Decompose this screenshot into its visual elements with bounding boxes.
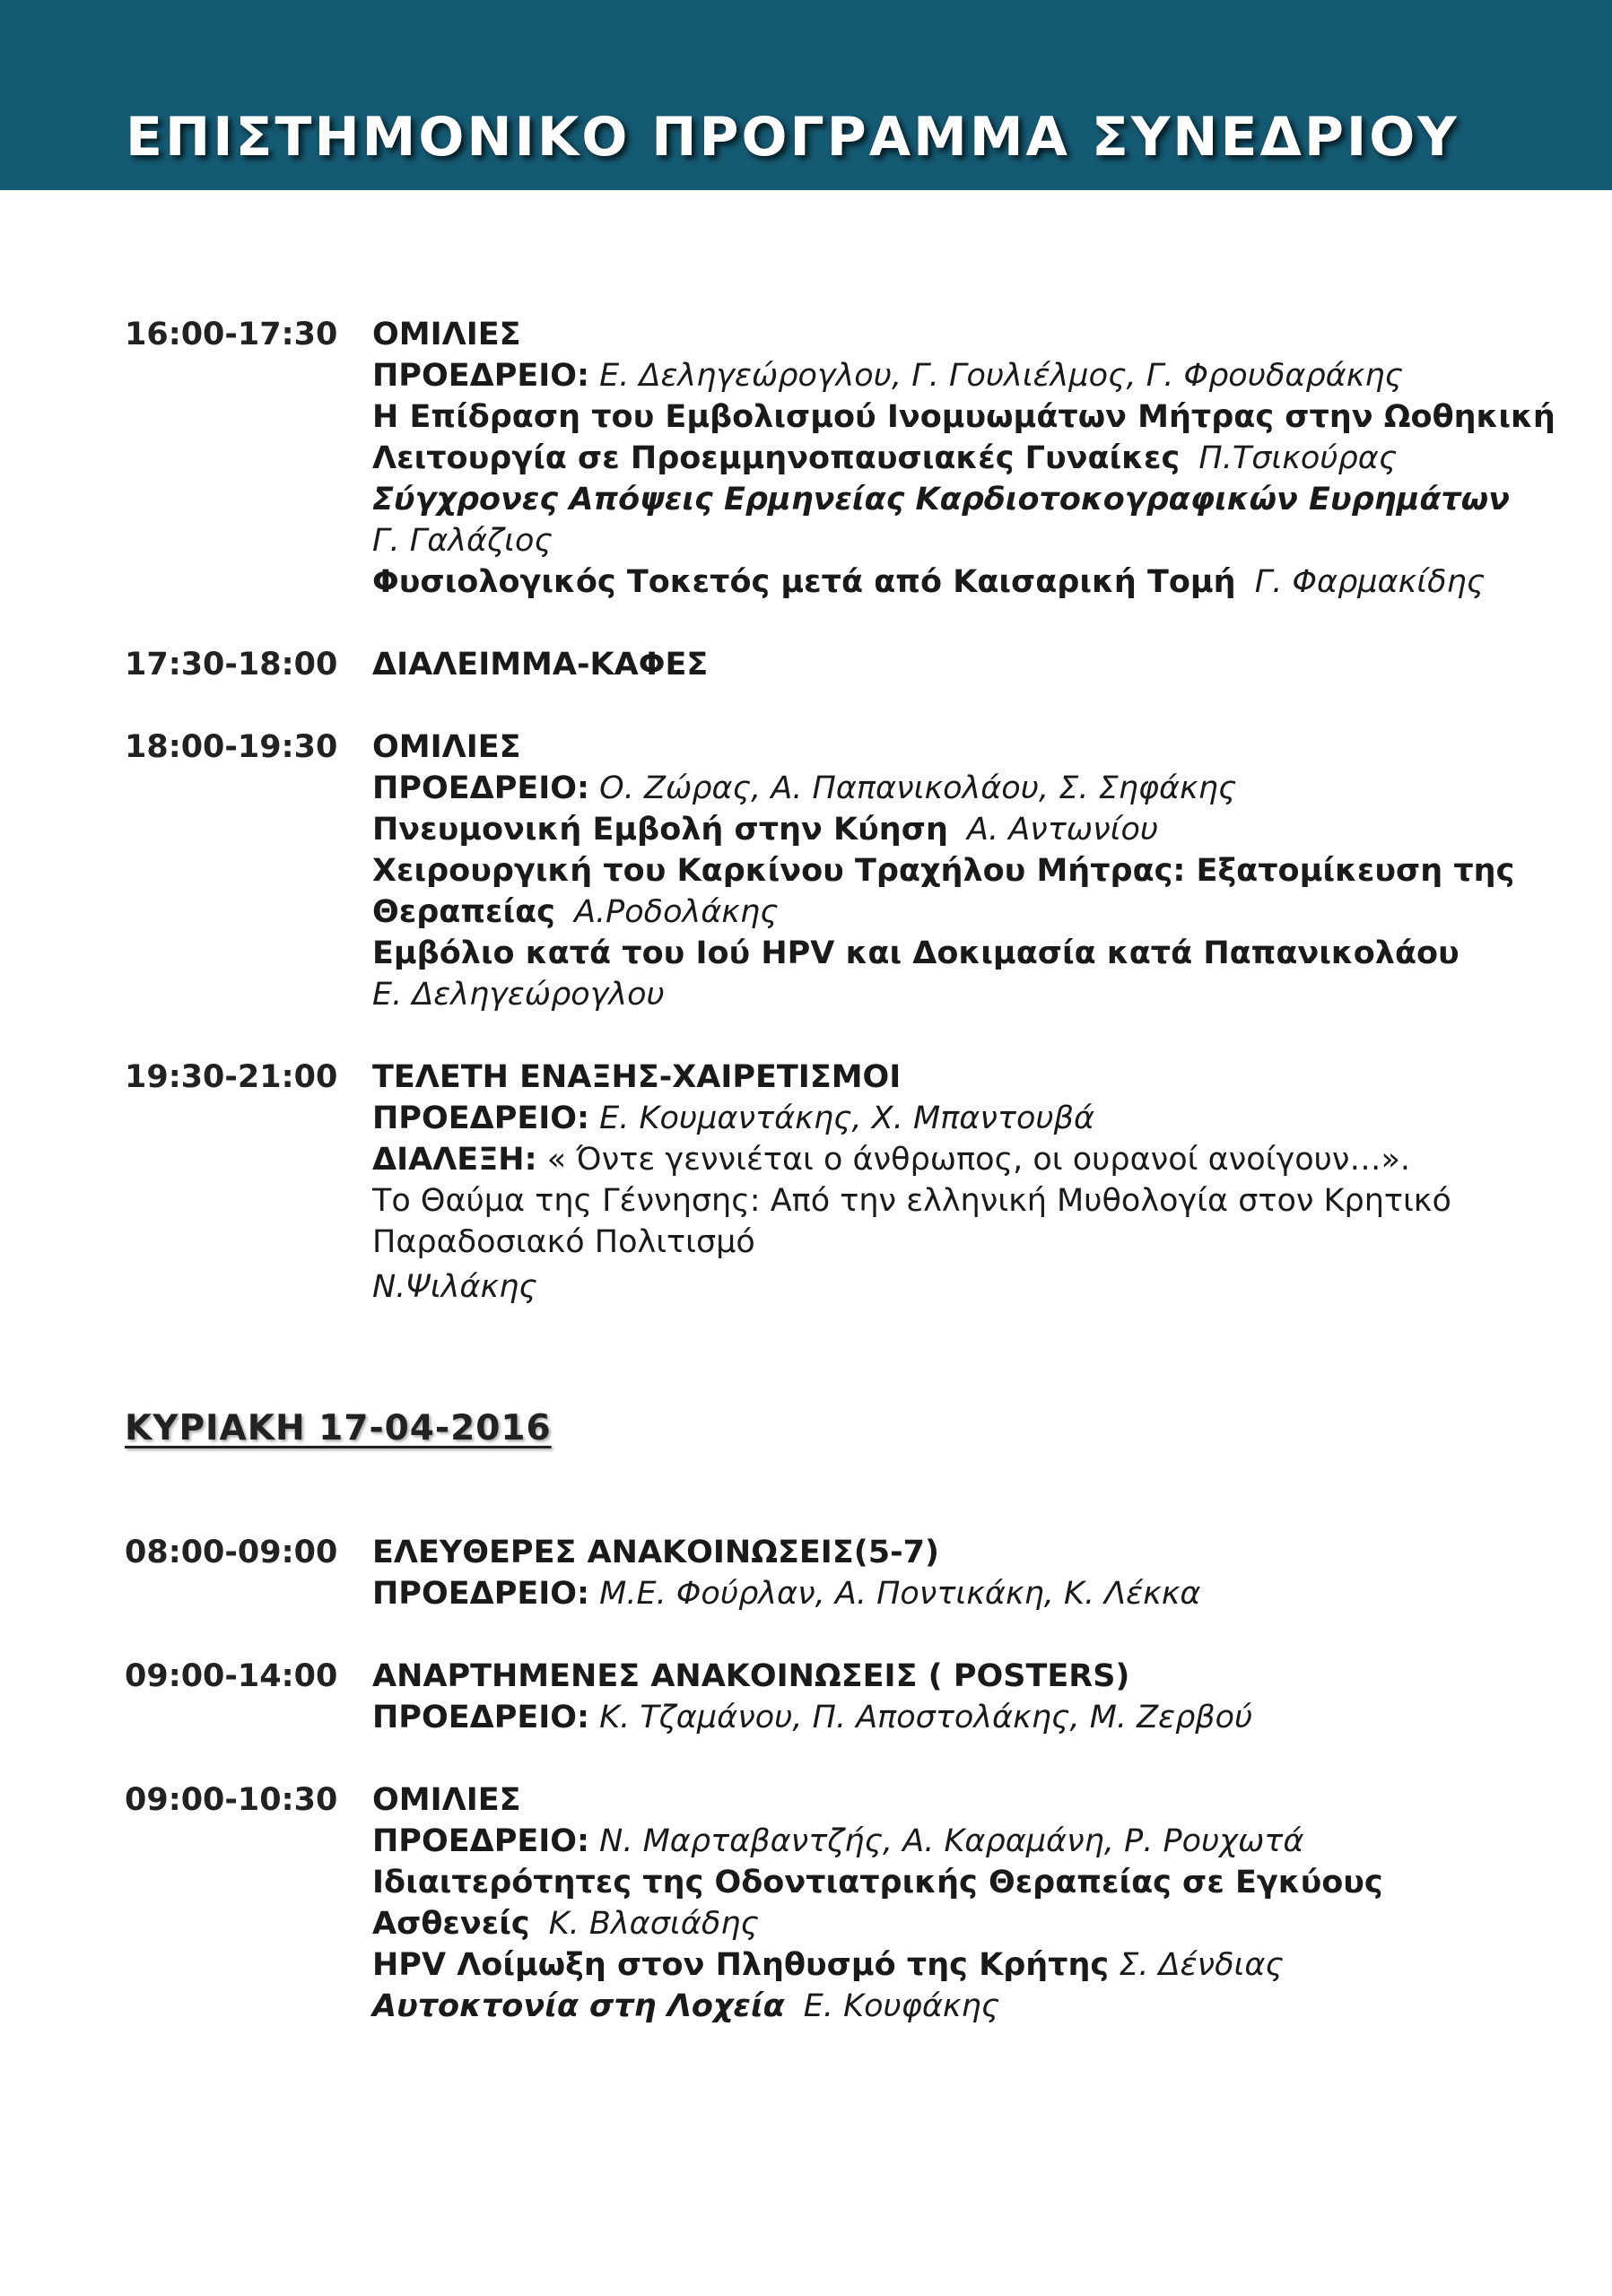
talk-line (372, 1986, 1506, 2027)
talk-title: Σύγχρονες Απόψεις Ερμηνείας Καρδιοτοκογραφικών Ευρημάτων (372, 482, 1510, 517)
talk-title: HPV Λοίμωξη στον Πληθυσμό της Κρήτης (372, 1947, 1110, 1983)
chairs-names: Ε. Δεληγεώρογλου, Γ. Γουλιέλμος, Γ. Φρουδαράκης (599, 358, 1404, 394)
chairs-line (372, 1098, 1506, 1139)
chairs-names: Ε. Κουμαντάκης, Χ. Μπαντουβά (599, 1100, 1095, 1136)
talk-title: Χειρουργική του Καρκίνου Τραχήλου Μήτρας: Εξατομίκευση της (372, 853, 1515, 889)
session-body (372, 726, 1515, 1015)
talk-line (372, 1944, 1506, 1986)
session-title: ΤΕΛΕΤΗ ΕΝΑΞΗΣ-ΧΑΙΡΕΤΙΣΜΟΙ (372, 1059, 902, 1095)
talk-title: Ασθενείς (372, 1906, 530, 1942)
talk-title: Θεραπείας (372, 894, 555, 930)
speaker-name: Π.Τσικούρας (1198, 440, 1398, 476)
session-time: 09:00-14:00 (125, 1658, 338, 1694)
chairs-line (372, 355, 1506, 396)
chairs-label: ΠΡΟΕΔΡΕΙΟ: (372, 1700, 590, 1735)
chairs-line (372, 1821, 1506, 1862)
talk-line (372, 809, 1506, 850)
speaker-name: Ε. Κουφάκης (803, 1988, 1000, 2024)
session-title: ΕΛΕΥΘΕΡΕΣ ΑΝΑΚΟΙΝΩΣΕΙΣ(5-7) (372, 1535, 939, 1570)
chairs-names: Κ. Τζαμάνου, Π. Αποστολάκης, Μ. Ζερβού (599, 1700, 1253, 1735)
speaker-name: Σ. Δένδιας (1119, 1947, 1284, 1983)
chairs-label: ΠΡΟΕΔΡΕΙΟ: (372, 1100, 590, 1136)
session-time: 08:00-09:00 (125, 1535, 338, 1570)
session-body (372, 1779, 1506, 2027)
chairs-names: Ο. Ζώρας, Α. Παπανικολάου, Σ. Σηφάκης (599, 770, 1237, 806)
speaker-name: Γ. Φαρμακίδης (1254, 564, 1486, 600)
session-block (125, 314, 1555, 603)
chairs-names: Ν. Μαρταβαντζής, Α. Καραμάνη, Ρ. Ρουχωτά (599, 1823, 1304, 1859)
session-body (372, 314, 1555, 603)
speaker-name: Κ. Βλασιάδης (548, 1906, 759, 1942)
talk-title: Ιδιαιτερότητες της Οδοντιατρικής Θεραπείας σε Εγκύους (372, 1865, 1383, 1900)
speaker-name: Α. Αντωνίου (967, 812, 1159, 848)
speaker-name: Ν.Ψιλάκης (372, 1269, 537, 1305)
talk-title: Αυτοκτονία στη Λοχεία (372, 1988, 785, 2024)
chairs-line (372, 1697, 1506, 1738)
chairs-label: ΠΡΟΕΔΡΕΙΟ: (372, 1576, 590, 1612)
talk-title: Εμβόλιο κατά του Ιού HPV και Δοκιμασία κατά Παπανικολάου (372, 935, 1460, 971)
talk-title-continued (372, 438, 1506, 479)
chairs-line (372, 768, 1506, 809)
session-block (125, 1656, 1506, 1738)
session-title: ΔΙΑΛΕΙΜΜΑ-ΚΑΦΕΣ (372, 647, 709, 683)
session-body (372, 1656, 1506, 1738)
speaker-name: Α.Ροδολάκης (574, 894, 779, 930)
session-title: ΟΜΙΛΙΕΣ (372, 1782, 521, 1818)
session-time: 09:00-10:30 (125, 1782, 338, 1818)
lecture-title: Το Θαύμα της Γέννησης: Από την ελληνική Μυθολογία στον Κρητικό (372, 1183, 1451, 1219)
day-heading: ΚΥΡΙΑΚΗ 17-04-2016 (125, 1408, 552, 1448)
chairs-names: Μ.Ε. Φούρλαν, Α. Ποντικάκη, Κ. Λέκκα (599, 1576, 1201, 1612)
session-block (125, 1057, 1506, 1308)
session-block (125, 726, 1515, 1015)
program-content (125, 314, 1555, 2027)
chairs-label: ΠΡΟΕΔΡΕΙΟ: (372, 770, 590, 806)
lecture-label: ΔΙΑΛΕΞΗ: (372, 1142, 537, 1178)
talk-line (372, 561, 1506, 603)
session-block (125, 644, 1506, 685)
talk-title: Πνευμονική Εμβολή στην Κύηση (372, 812, 948, 848)
lecture-title: Παραδοσιακό Πολιτισμό (372, 1224, 755, 1260)
talk-title-continued (372, 891, 1506, 933)
session-body (372, 1057, 1506, 1308)
speaker-name: Γ. Γαλάζιος (372, 523, 553, 559)
lecture-line (372, 1139, 1506, 1180)
speaker-name: Ε. Δεληγεώρογλου (372, 977, 665, 1013)
page-title: ΕΠΙΣΤΗΜΟΝΙΚΟ ΠΡΟΓΡΑΜΜΑ ΣΥΝΕΔΡΙΟΥ (126, 106, 1460, 169)
session-body (372, 1532, 1506, 1614)
chairs-label: ΠΡΟΕΔΡΕΙΟ: (372, 1823, 590, 1859)
lecture-title: « Όντε γεννιέται ο άνθρωπος, οι ουρανοί ανοίγουν…». (546, 1142, 1410, 1178)
talk-title-continued (372, 1903, 1506, 1944)
session-block (125, 1532, 1506, 1614)
session-title: ΑΝΑΡΤΗΜΕΝΕΣ ΑΝΑΚΟΙΝΩΣΕΙΣ ( POSTERS) (372, 1658, 1130, 1694)
talk-title: Η Επίδραση του Εμβολισμού Ινομυωμάτων Μήτρας στην Ωοθηκική (372, 399, 1555, 435)
session-time: 16:00-17:30 (125, 317, 338, 352)
session-block (125, 1779, 1506, 2027)
session-time: 19:30-21:00 (125, 1059, 338, 1095)
talk-title: Φυσιολογικός Τοκετός μετά από Καισαρική Τομή (372, 564, 1236, 600)
chairs-line (372, 1573, 1506, 1614)
session-time: 17:30-18:00 (125, 647, 338, 683)
talk-title: Λειτουργία σε Προεμμηνοπαυσιακές Γυναίκες (372, 440, 1181, 476)
session-time: 18:00-19:30 (125, 729, 338, 765)
session-title: ΟΜΙΛΙΕΣ (372, 317, 521, 352)
session-body (372, 644, 1506, 685)
session-title: ΟΜΙΛΙΕΣ (372, 729, 521, 765)
chairs-label: ΠΡΟΕΔΡΕΙΟ: (372, 358, 590, 394)
